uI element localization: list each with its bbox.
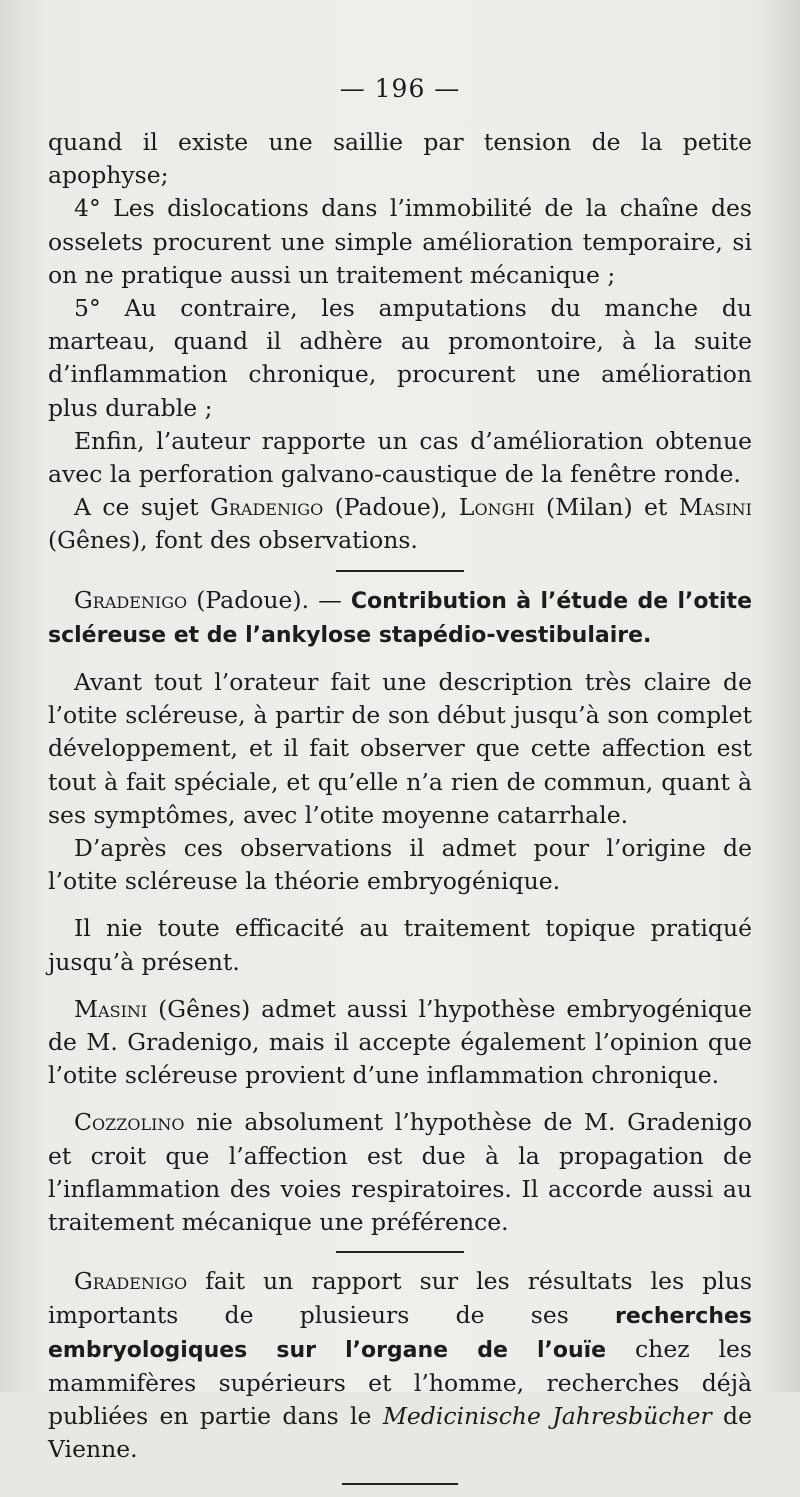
p5-text-d: (Gênes), font des observations. — [48, 526, 418, 555]
page-number: — 196 — — [339, 74, 461, 103]
p5-text-c: (Milan) et — [534, 493, 679, 522]
author-name: Gradenigo — [74, 1267, 188, 1296]
paragraph-9: Il nie toute efficacité au traitement topique pratiqué jusqu’à présent. — [48, 914, 752, 976]
p5-text-a: A ce sujet — [74, 493, 211, 522]
p10-text-a: (Gênes) admet aussi l’hypothèse embryogénique de M. Gradenigo, mais il accepte également l’opinion que l’otite scléreuse provient d’une inflammation chronique. — [48, 994, 752, 1090]
author-name: Gradenigo — [210, 493, 324, 522]
paragraph-6-heading — [48, 584, 752, 652]
p12-text-a: fait un rapport sur les résultats les plus importants de plusieurs de ses — [48, 1267, 752, 1329]
end-divider — [342, 1483, 458, 1485]
paragraph-10 — [48, 993, 752, 1093]
paragraph-8: D’après ces observations il admet pour l’origine de l’otite scléreuse la théorie embryogénique. — [48, 834, 752, 896]
paragraph-2: 4° Les dislocations dans l’immobilité de la chaîne des osselets procurent une simple amélioration temporaire, si on ne pratique aussi un traitement mécanique ; — [48, 194, 752, 289]
author-name: Masini — [678, 493, 752, 522]
p12-text-b: chez les mammifères supérieurs et l’homme, recherches déjà publiées en partie dans le — [48, 1334, 752, 1431]
paragraph-3: 5° Au contraire, les amputations du manche du marteau, quand il adhère au promontoire, à la suite d’inflammation chronique, procurent une amélioration plus durable ; — [48, 294, 752, 422]
p12-text-c: de Vienne. — [48, 1402, 752, 1464]
section-divider — [336, 570, 464, 572]
author-name: Cozzolino — [74, 1108, 185, 1137]
section-divider — [336, 1251, 464, 1253]
author-name: Gradenigo — [74, 585, 188, 614]
section-title: Contribution à l’étude de l’otite scléreuse et de l’ankylose stapédio-vestibulaire. — [48, 588, 752, 648]
p6-text-a: (Padoue). — — [187, 585, 351, 614]
author-name: Masini — [74, 994, 148, 1023]
bold-topic: recherches embryologiques sur l’organe de l’ouïe — [48, 1303, 752, 1363]
paragraph-1: quand il existe une saillie par tension de la petite apophyse; — [48, 128, 752, 190]
paragraph-4: Enfin, l’auteur rapporte un cas d’amélioration obtenue avec la perforation galvano-caustique de la fenêtre ronde. — [48, 426, 752, 489]
author-name: Longhi — [458, 493, 535, 522]
p11-text-a: nie absolument l’hypothèse de M. Gradenigo et croit que l’affection est due à la propagation de l’inflammation des voies respiratoires. Il accorde aussi au traitement mécanique une préférence. — [48, 1108, 752, 1237]
body-text — [48, 126, 752, 1497]
paragraph-5 — [48, 491, 752, 557]
journal-title: Medicinische Jahresbücher — [382, 1402, 712, 1431]
p5-text-b: (Padoue), — [323, 493, 459, 522]
paragraph-7: Avant tout l’orateur fait une description très claire de l’otite scléreuse, à partir de son début jusqu’à son complet développement, et il fait observer que cette affection est tout à fait spéciale, et qu’elle n’a rien de commun, quant à ses symptômes, avec l’otite moyenne catarrhale. — [48, 668, 752, 829]
paragraph-12 — [48, 1265, 752, 1466]
paragraph-11 — [48, 1106, 752, 1239]
